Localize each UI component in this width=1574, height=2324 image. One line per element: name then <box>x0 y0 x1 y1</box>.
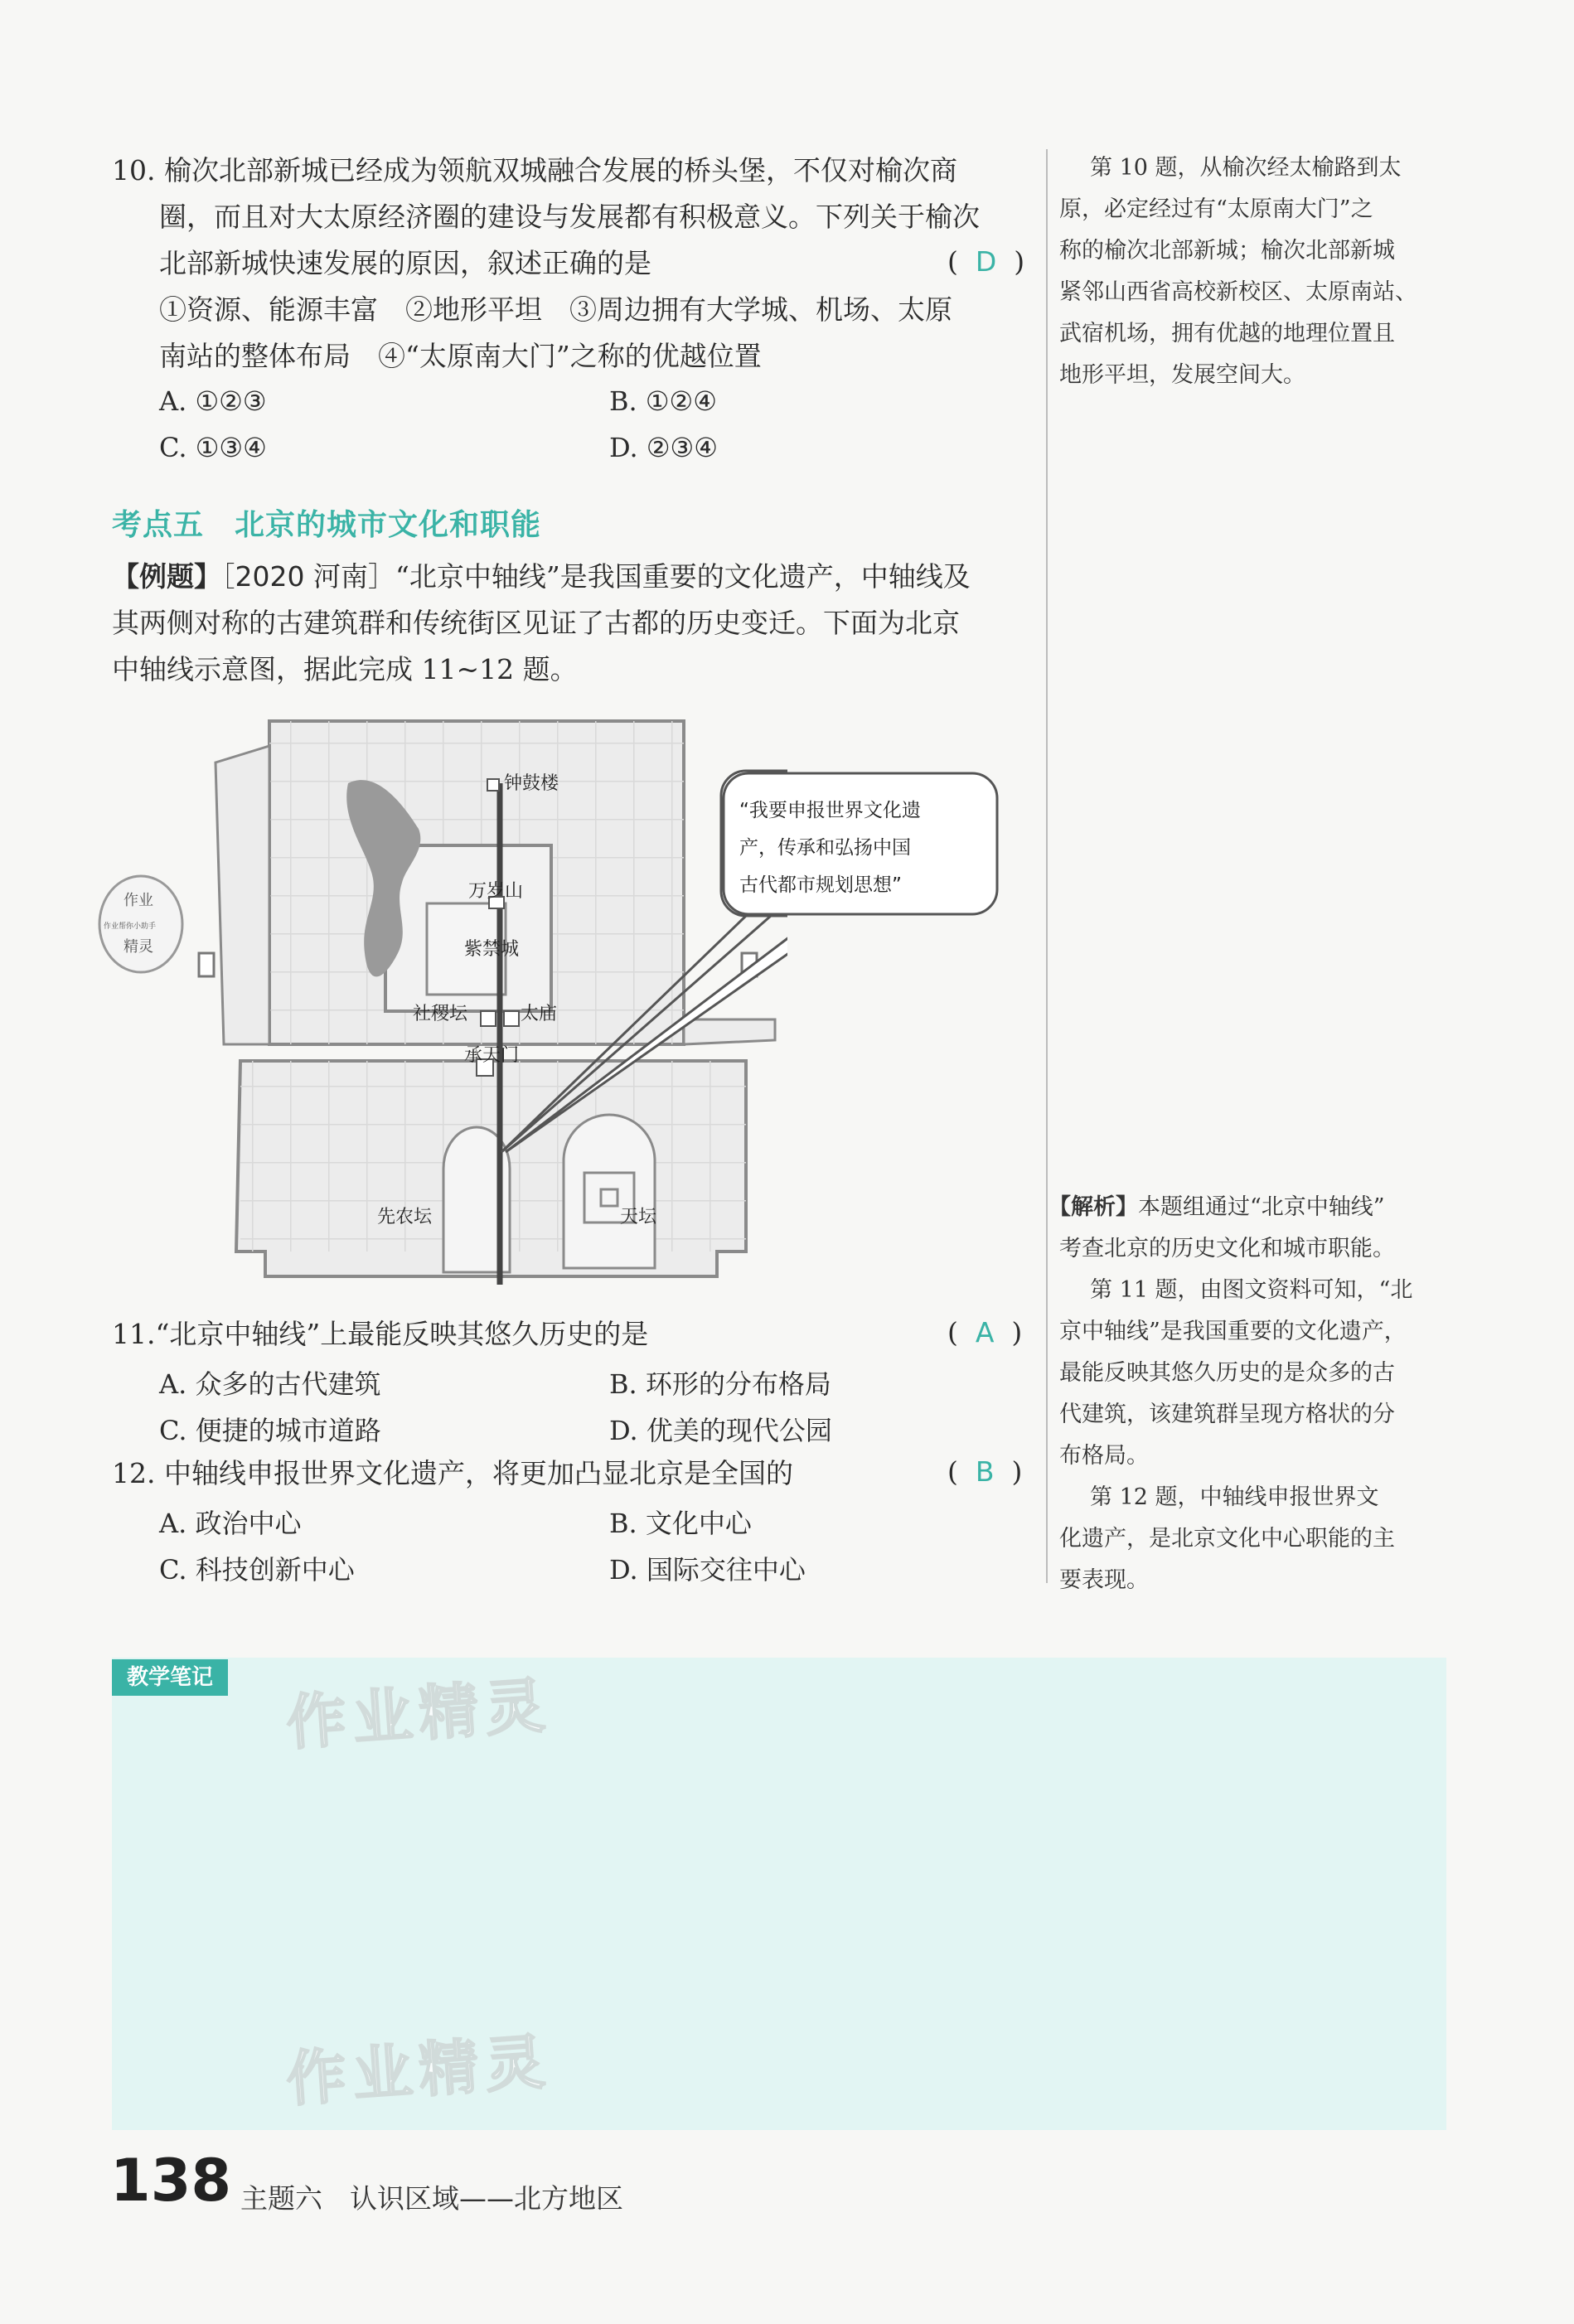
speech-bubble-line1: “我要申报世界文化遗 <box>739 800 921 821</box>
q10-answer: D <box>975 245 997 278</box>
q10-line3: 北部新城快速发展的原因，叙述正确的是 <box>159 247 651 279</box>
stamp-logo <box>95 870 186 978</box>
label-zhonggulou: 钟鼓楼 <box>504 773 559 794</box>
example-tag: 【例题】 <box>112 560 221 593</box>
example-line3: 中轴线示意图，据此完成 11~12 题。 <box>112 653 578 685</box>
sidebar-q10-line4: 紧邻山西省高校新校区、太原南站、 <box>1059 279 1417 305</box>
analysis-line10: 要表现。 <box>1059 1567 1149 1593</box>
analysis-line5: 最能反映其悠久历史的是众多的古 <box>1059 1360 1395 1386</box>
q10-option-b: B. ①②④ <box>609 385 717 417</box>
example-line1 <box>112 554 971 600</box>
q10-option-a: A. ①②③ <box>159 385 267 417</box>
q10-answer-bracket: ( D ) <box>947 245 1025 278</box>
analysis-line1 <box>1049 1187 1385 1228</box>
q12-option-d: D. 国际交往中心 <box>609 1554 806 1586</box>
sidebar-q10-line5: 武宿机场，拥有优越的地理位置且 <box>1059 321 1395 346</box>
q11-option-d: D. 优美的现代公园 <box>609 1415 832 1446</box>
analysis-tag: 【解析】 <box>1049 1194 1138 1220</box>
q12-option-c: C. 科技创新中心 <box>159 1554 355 1586</box>
watermark-top: 作业精灵 <box>283 1669 554 1759</box>
example-line1-text: “北京中轴线”是我国重要的文化遗产，中轴线及 <box>395 560 971 593</box>
q11-answer-bracket: ( A ) <box>947 1316 1023 1348</box>
analysis-line7: 布格局。 <box>1059 1443 1149 1469</box>
label-chengtianmen: 承天门 <box>464 1045 520 1066</box>
q10-option-d: D. ②③④ <box>609 432 718 463</box>
column-divider <box>1046 149 1048 1583</box>
q10-line4: ①资源、能源丰富 ②地形平坦 ③周边拥有大学城、机场、太原 <box>159 293 952 326</box>
speech-bubble-line3: 古代都市规划思想” <box>739 874 902 896</box>
analysis-line1-text: 本题组通过“北京中轴线” <box>1138 1194 1385 1220</box>
analysis-line2: 考查北京的历史文化和城市职能。 <box>1059 1236 1395 1261</box>
q12-option-b: B. 文化中心 <box>609 1508 752 1539</box>
q11-option-a: A. 众多的古代建筑 <box>159 1368 381 1400</box>
sidebar-q10-line6: 地形平坦，发展空间大。 <box>1059 362 1305 388</box>
svg-text:作业帮你小助手: 作业帮你小助手 <box>104 922 157 931</box>
q11-answer: A <box>975 1316 995 1348</box>
page-number: 138 <box>110 2147 232 2215</box>
label-zijincheng: 紫禁城 <box>464 939 520 960</box>
analysis-line4: 京中轴线”是我国重要的文化遗产， <box>1059 1319 1407 1344</box>
analysis-line3: 第 11 题，由图文资料可知，“北 <box>1090 1277 1413 1303</box>
teaching-notes-tag: 教学笔记 <box>112 1659 228 1696</box>
label-shejitan: 社稷坛 <box>413 1004 468 1024</box>
q11-option-b: B. 环形的分布格局 <box>609 1368 831 1400</box>
footer-topic: 主题六 认识区域——北方地区 <box>240 2182 623 2215</box>
label-taimiao: 太庙 <box>521 1004 558 1024</box>
q10-option-c: C. ①③④ <box>159 432 267 463</box>
sidebar-q10-line1: 第 10 题，从榆次经太榆路到太 <box>1090 155 1402 181</box>
watermark-bottom: 作业精灵 <box>283 2026 554 2115</box>
q12-answer: B <box>975 1455 995 1488</box>
q11-option-c: C. 便捷的城市道路 <box>159 1415 381 1446</box>
q12-answer-bracket: ( B ) <box>947 1455 1023 1488</box>
speech-bubble-line2: 产，传承和弘扬中国 <box>739 837 911 859</box>
label-wansuishan: 万岁山 <box>468 881 524 902</box>
sidebar-q10-line3: 称的榆次北部新城；榆次北部新城 <box>1059 238 1395 264</box>
analysis-line6: 代建筑，该建筑群呈现方格状的分 <box>1059 1402 1395 1427</box>
sidebar-q10-line2: 原，必定经过有“太原南大门”之 <box>1059 196 1373 222</box>
section-title: 考点五 北京的城市文化和职能 <box>112 508 542 542</box>
speech-bubble-box <box>721 771 1003 920</box>
label-xiannongtan: 先农坛 <box>377 1207 433 1227</box>
q12-stem: 12. 中轴线申报世界文化遗产，将更加凸显北京是全国的 <box>112 1457 793 1489</box>
example-line2: 其两侧对称的古建筑群和传统街区见证了古都的历史变迁。下面为北京 <box>112 607 960 639</box>
svg-text:精灵: 精灵 <box>123 938 153 956</box>
q10-line1: 10. 榆次北部新城已经成为领航双城融合发展的桥头堡，不仅对榆次商 <box>112 154 957 186</box>
q10-line2: 圈，而且对大太原经济圈的建设与发展都有积极意义。下列关于榆次 <box>159 201 980 233</box>
example-source: ［2020 河南］ <box>221 560 395 593</box>
q12-option-a: A. 政治中心 <box>159 1508 302 1539</box>
speech-bubble-pointer <box>497 912 829 1160</box>
analysis-line8: 第 12 题，中轴线申报世界文 <box>1090 1484 1379 1510</box>
q11-stem: 11.“北京中轴线”上最能反映其悠久历史的是 <box>112 1318 649 1350</box>
label-tiantan: 天坛 <box>620 1207 657 1227</box>
svg-text:作业: 作业 <box>123 892 153 909</box>
q10-line5: 南站的整体布局 ④“太原南大门”之称的优越位置 <box>159 340 762 372</box>
analysis-line9: 化遗产，是北京文化中心职能的主 <box>1059 1526 1395 1552</box>
